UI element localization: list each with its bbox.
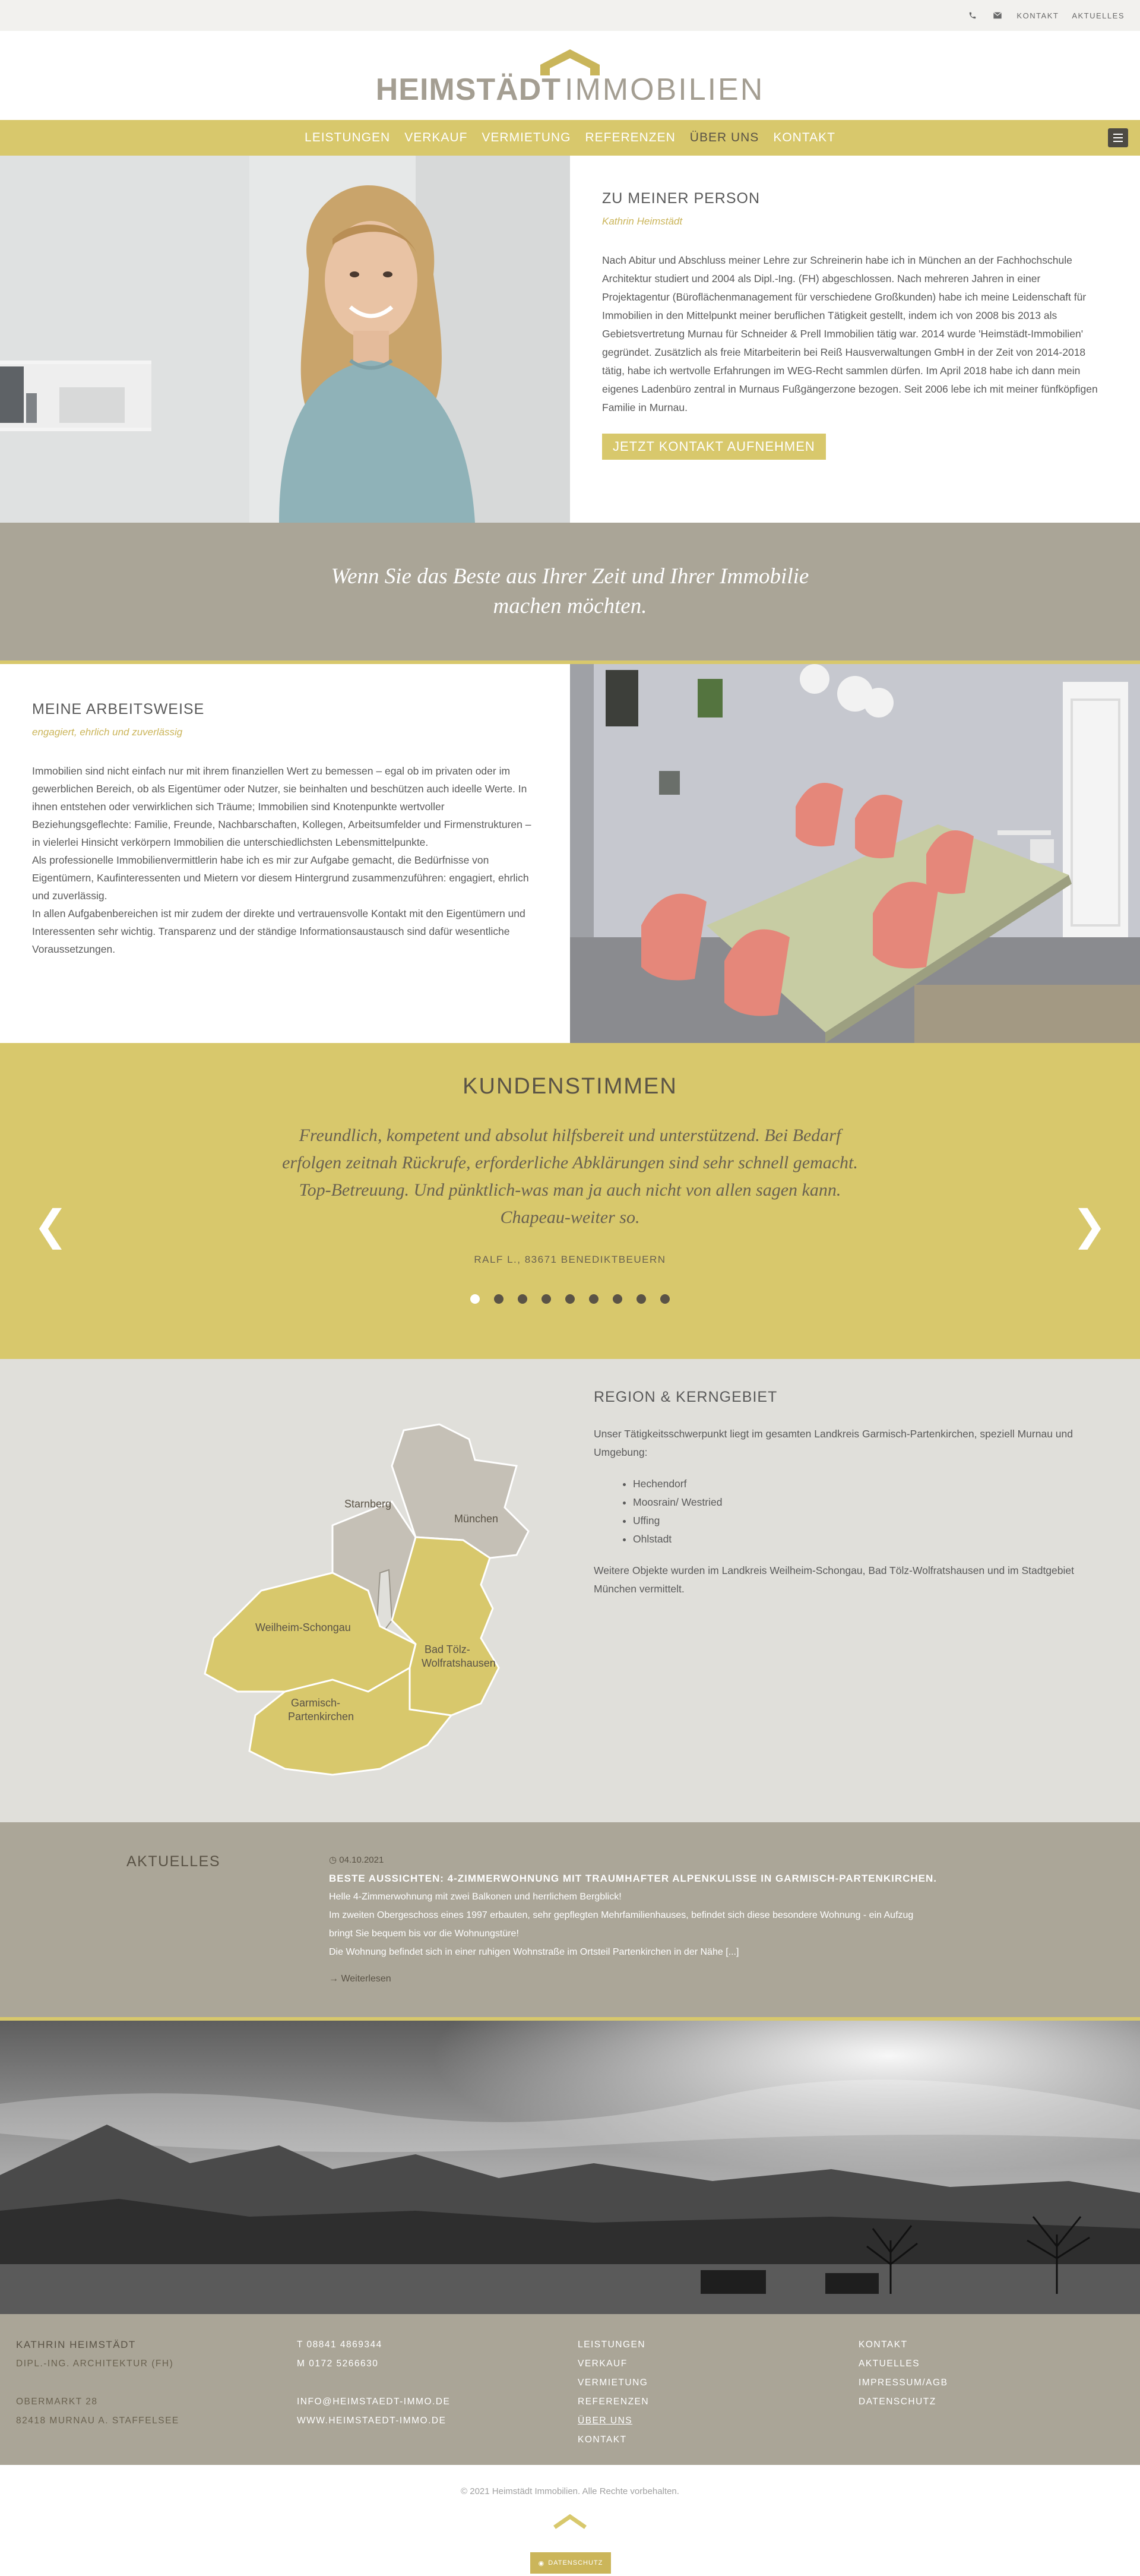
carousel-dot[interactable] — [565, 1294, 575, 1304]
landscape-photo — [0, 2021, 1140, 2314]
map-label-garmisch-2: Partenkirchen — [288, 1711, 354, 1722]
carousel-dot[interactable] — [494, 1294, 504, 1304]
office-photo — [570, 664, 1140, 1043]
news-date-row — [329, 1851, 937, 1869]
footer-link-ueber-uns[interactable]: ÜBER UNS — [578, 2416, 633, 2426]
map-label-weilheim: Weilheim-Schongau — [255, 1622, 351, 1633]
topbar-news-link[interactable]: AKTUELLES — [1072, 11, 1125, 20]
clock-icon: ◷ — [329, 1855, 337, 1865]
footer-mobile[interactable]: M 0172 5266630 — [297, 2359, 379, 2369]
region-places-list — [633, 1475, 1104, 1548]
footer-link-datenschutz[interactable]: DATENSCHUTZ — [859, 2397, 936, 2407]
region-map — [0, 1359, 570, 1822]
region-section — [0, 1359, 1140, 1822]
quote-line-2: machen möchten. — [493, 594, 647, 618]
work-paragraph-1: Immobilien sind nicht einfach nur mit ihrem finanziellen Wert zu bemessen – egal ob im privaten oder im gewerblichen Bereich, ob als Eigentümer oder Nutzer, sie beinhalten und beschützen auch ideelle Werte. In ihnen entstehen oder verwirklichen sich Träume; Immobilien sind Knotenpunkte wertvoller Beziehungsgeflechte: Familie, Freunde, Nachbarschaften, Kollegen, Arbeitsumfelder und Firmenstrukturen – in vielerlei Hinsicht verkörpern Immobilien die unterschiedlichsten Lebensmittelpunkte. — [32, 765, 531, 848]
map-label-toelz-1: Bad Tölz- — [425, 1643, 470, 1655]
footer-web[interactable]: WWW.HEIMSTAEDT-IMMO.DE — [297, 2416, 446, 2426]
top-bar — [0, 0, 1140, 31]
read-more-label: Weiterlesen — [341, 1974, 391, 1984]
news-line: bringt Sie bequem bis vor die Wohnungstüre! — [329, 1929, 519, 1939]
nav-item-leistungen[interactable]: LEISTUNGEN — [305, 131, 391, 144]
news-date: 04.10.2021 — [339, 1855, 384, 1865]
testimonials-title: KUNDENSTIMMEN — [463, 1074, 677, 1099]
news-line: Die Wohnung befindet sich in einer ruhigen Wohnstraße im Ortsteil Partenkirchen in der Nähe [...] — [329, 1947, 739, 1957]
bottom-bar — [0, 2465, 1140, 2574]
person-text: Nach Abitur und Abschluss meiner Lehre zur Schreinerin habe ich in München an der Fachhochschule Architektur studiert und 2004 als Dipl.-Ing. (FH) abgeschlossen. Nach mehreren Jahren in einer Projektagentur (Büroflächenmanagement für verschiedene Großkunden) habe ich meine Leidenschaft für Immobilien in den Mittelpunkt meiner beruflichen Tätigkeit gestellt, indem ich von 2008 bis 2013 als Gebietsvertretung Murnau für Schneider & Prell Immobilien tätig war. 2014 wurde 'Heimstädt-Immobilien' gegründet. Zusätzlich als freie Mitarbeiterin bei Reiß Hausverwaltungen GmbH in der Zeit von 2014-2018 tätig, habe ich wertvolle Erfahrungen im WEG-Recht sammlen dürfen. Im April 2018 habe ich dann mein eigenes Ladenbüro zentral in Murnaus Fußgängerzone bezogen. Seit 2006 lebe ich mit meiner fünfköpfigen Familie in Murnau. — [602, 254, 1098, 413]
footer-city: 82418 MURNAU A. STAFFELSEE — [16, 2416, 179, 2426]
footer-street: OBERMARKT 28 — [16, 2397, 98, 2407]
portrait-photo — [0, 156, 570, 523]
news-line: Helle 4-Zimmerwohnung mit zwei Balkonen und herrlichem Bergblick! — [329, 1892, 622, 1902]
logo[interactable] — [376, 49, 765, 108]
testimonial-line: erfolgen zeitnah Rückrufe, erforderliche Abklärungen sind sehr schnell gemacht. — [282, 1153, 858, 1172]
carousel-dot[interactable] — [542, 1294, 551, 1304]
footer-link-referenzen[interactable]: REFERENZEN — [578, 2397, 650, 2407]
news-section — [0, 1822, 1140, 2021]
carousel-dot[interactable] — [636, 1294, 646, 1304]
region-outro: Weitere Objekte wurden im Landkreis Weilheim-Schongau, Bad Tölz-Wolfratshausen und im Stadtgebiet München vermittelt. — [594, 1564, 1074, 1595]
carousel-dot[interactable] — [518, 1294, 527, 1304]
topbar-contact-link[interactable]: KONTAKT — [1016, 11, 1059, 20]
map-label-toelz-2: Wolfratshausen — [422, 1657, 496, 1669]
read-more-link[interactable] — [329, 1970, 937, 1988]
carousel-prev-icon[interactable]: ❮ — [33, 1201, 68, 1250]
work-title: MEINE ARBEITSWEISE — [32, 701, 205, 718]
nav-item-referenzen[interactable]: REFERENZEN — [585, 131, 676, 144]
nav-item-vermietung[interactable]: VERMIETUNG — [482, 131, 571, 144]
testimonial-line: Chapeau-weiter so. — [500, 1208, 640, 1227]
news-line: Im zweiten Obergeschoss eines 1997 erbauten, sehr gepflegten Mehrfamilienhauses, befindet sich diese besondere Wohnung - ein Aufzug — [329, 1910, 914, 1920]
footer — [0, 2314, 1140, 2465]
contact-now-button[interactable]: JETZT KONTAKT AUFNEHMEN — [602, 434, 826, 460]
work-paragraph-3: In allen Aufgabenbereichen ist mir zudem der direkte und vertrauensvolle Kontakt mit den Eigentümern und Interessenten sehr wichtig. Transparenz und der ständige Informationsaustausch sind dafür wesentliche Voraussetzungen. — [32, 908, 525, 955]
footer-link-kontakt[interactable]: KONTAKT — [578, 2435, 627, 2445]
carousel-dot[interactable] — [660, 1294, 670, 1304]
nav-item-ueber-uns[interactable]: ÜBER UNS — [689, 131, 759, 144]
main-navigation — [0, 120, 1140, 156]
work-paragraph-2: Als professionelle Immobilienvermittlerin habe ich es mir zur Aufgabe gemacht, die Bedürfnisse von Eigentümern, Kaufinteressenten und Mietern vor diesem Hintergrund zusammenzuführen: engagiert, ehrlich und zuverlässig. — [32, 854, 529, 902]
footer-link-verkauf[interactable]: VERKAUF — [578, 2359, 628, 2369]
testimonial-line: Top-Betreuung. Und pünktlich-was man ja auch nicht von allen sagen kann. — [299, 1180, 841, 1200]
list-item: • Moosrain/ Westried — [633, 1493, 1104, 1512]
footer-phone[interactable]: T 08841 4869344 — [297, 2340, 382, 2350]
privacy-settings-button[interactable] — [530, 2552, 611, 2574]
nav-item-verkauf[interactable]: VERKAUF — [404, 131, 468, 144]
footer-link-kontakt-2[interactable]: KONTAKT — [859, 2340, 908, 2350]
carousel-next-icon[interactable]: ❯ — [1072, 1201, 1107, 1250]
footer-degree: DIPL.-ING. ARCHITEKTUR (FH) — [16, 2359, 174, 2369]
footer-link-leistungen[interactable]: LEISTUNGEN — [578, 2340, 646, 2350]
quote-line-1: Wenn Sie das Beste aus Ihrer Zeit und Ihrer Immobilie — [331, 564, 809, 589]
testimonial-author: RALF L., 83671 BENEDIKTBEUERN — [474, 1254, 666, 1265]
map-label-garmisch-1: Garmisch- — [291, 1697, 341, 1709]
carousel-dot[interactable] — [589, 1294, 598, 1304]
map-label-muenchen: München — [454, 1513, 499, 1525]
list-item: • Uffing — [633, 1512, 1104, 1530]
logo-area — [0, 31, 1140, 120]
news-title[interactable]: BESTE AUSSICHTEN: 4-ZIMMERWOHNUNG MIT TRAUMHAFTER ALPENKULISSE IN GARMISCH-PARTENKIRCHEN. — [329, 1873, 937, 1884]
region-title: REGION & KERNGEBIET — [594, 1389, 778, 1405]
footer-link-impressum[interactable]: IMPRESSUM/AGB — [859, 2378, 948, 2388]
mail-icon[interactable] — [992, 10, 1003, 21]
person-section — [0, 156, 1140, 523]
arrow-right-icon: → — [329, 1974, 338, 1984]
footer-name: KATHRIN HEIMSTÄDT — [16, 2339, 136, 2350]
person-title: ZU MEINER PERSON — [602, 190, 761, 207]
list-item: • Hechendorf — [633, 1475, 1104, 1493]
carousel-dot[interactable] — [470, 1294, 480, 1304]
map-label-starnberg: Starnberg — [344, 1498, 392, 1510]
person-subtitle: Kathrin Heimstädt — [602, 216, 683, 227]
footer-link-aktuelles[interactable]: AKTUELLES — [859, 2359, 920, 2369]
news-label: AKTUELLES — [126, 1853, 221, 1870]
work-subtitle: engagiert, ehrlich und zuverlässig — [32, 726, 183, 738]
shield-icon: ◉ — [538, 2559, 545, 2567]
privacy-label: DATENSCHUTZ — [548, 2559, 603, 2566]
hamburger-icon[interactable] — [1108, 128, 1128, 147]
logo-bold-text: HEIMSTÄDT — [375, 72, 562, 107]
testimonial-quote — [0, 1122, 1140, 1231]
work-section — [0, 664, 1140, 1043]
quote-banner — [0, 523, 1140, 664]
nav-item-kontakt[interactable]: KONTAKT — [773, 131, 835, 144]
carousel-dots — [0, 1294, 1140, 1304]
testimonial-line: Freundlich, kompetent und absolut hilfsbereit und unterstützend. Bei Bedarf — [299, 1126, 841, 1145]
scroll-to-top-icon[interactable] — [552, 2514, 588, 2530]
phone-icon[interactable] — [967, 10, 978, 21]
testimonials-section — [0, 1043, 1140, 1359]
logo-light-text: IMMOBILIEN — [565, 72, 765, 107]
region-intro: Unser Tätigkeitsschwerpunkt liegt im gesamten Landkreis Garmisch-Partenkirchen, speziell Murnau und Umgebung: — [594, 1428, 1073, 1458]
footer-link-vermietung[interactable]: VERMIETUNG — [578, 2378, 648, 2388]
carousel-dot[interactable] — [613, 1294, 622, 1304]
copyright: © 2021 Heimstädt Immobilien. Alle Rechte vorbehalten. — [461, 2486, 679, 2496]
footer-email[interactable]: INFO@HEIMSTAEDT-IMMO.DE — [297, 2397, 451, 2407]
list-item: • Ohlstadt — [633, 1530, 1104, 1548]
